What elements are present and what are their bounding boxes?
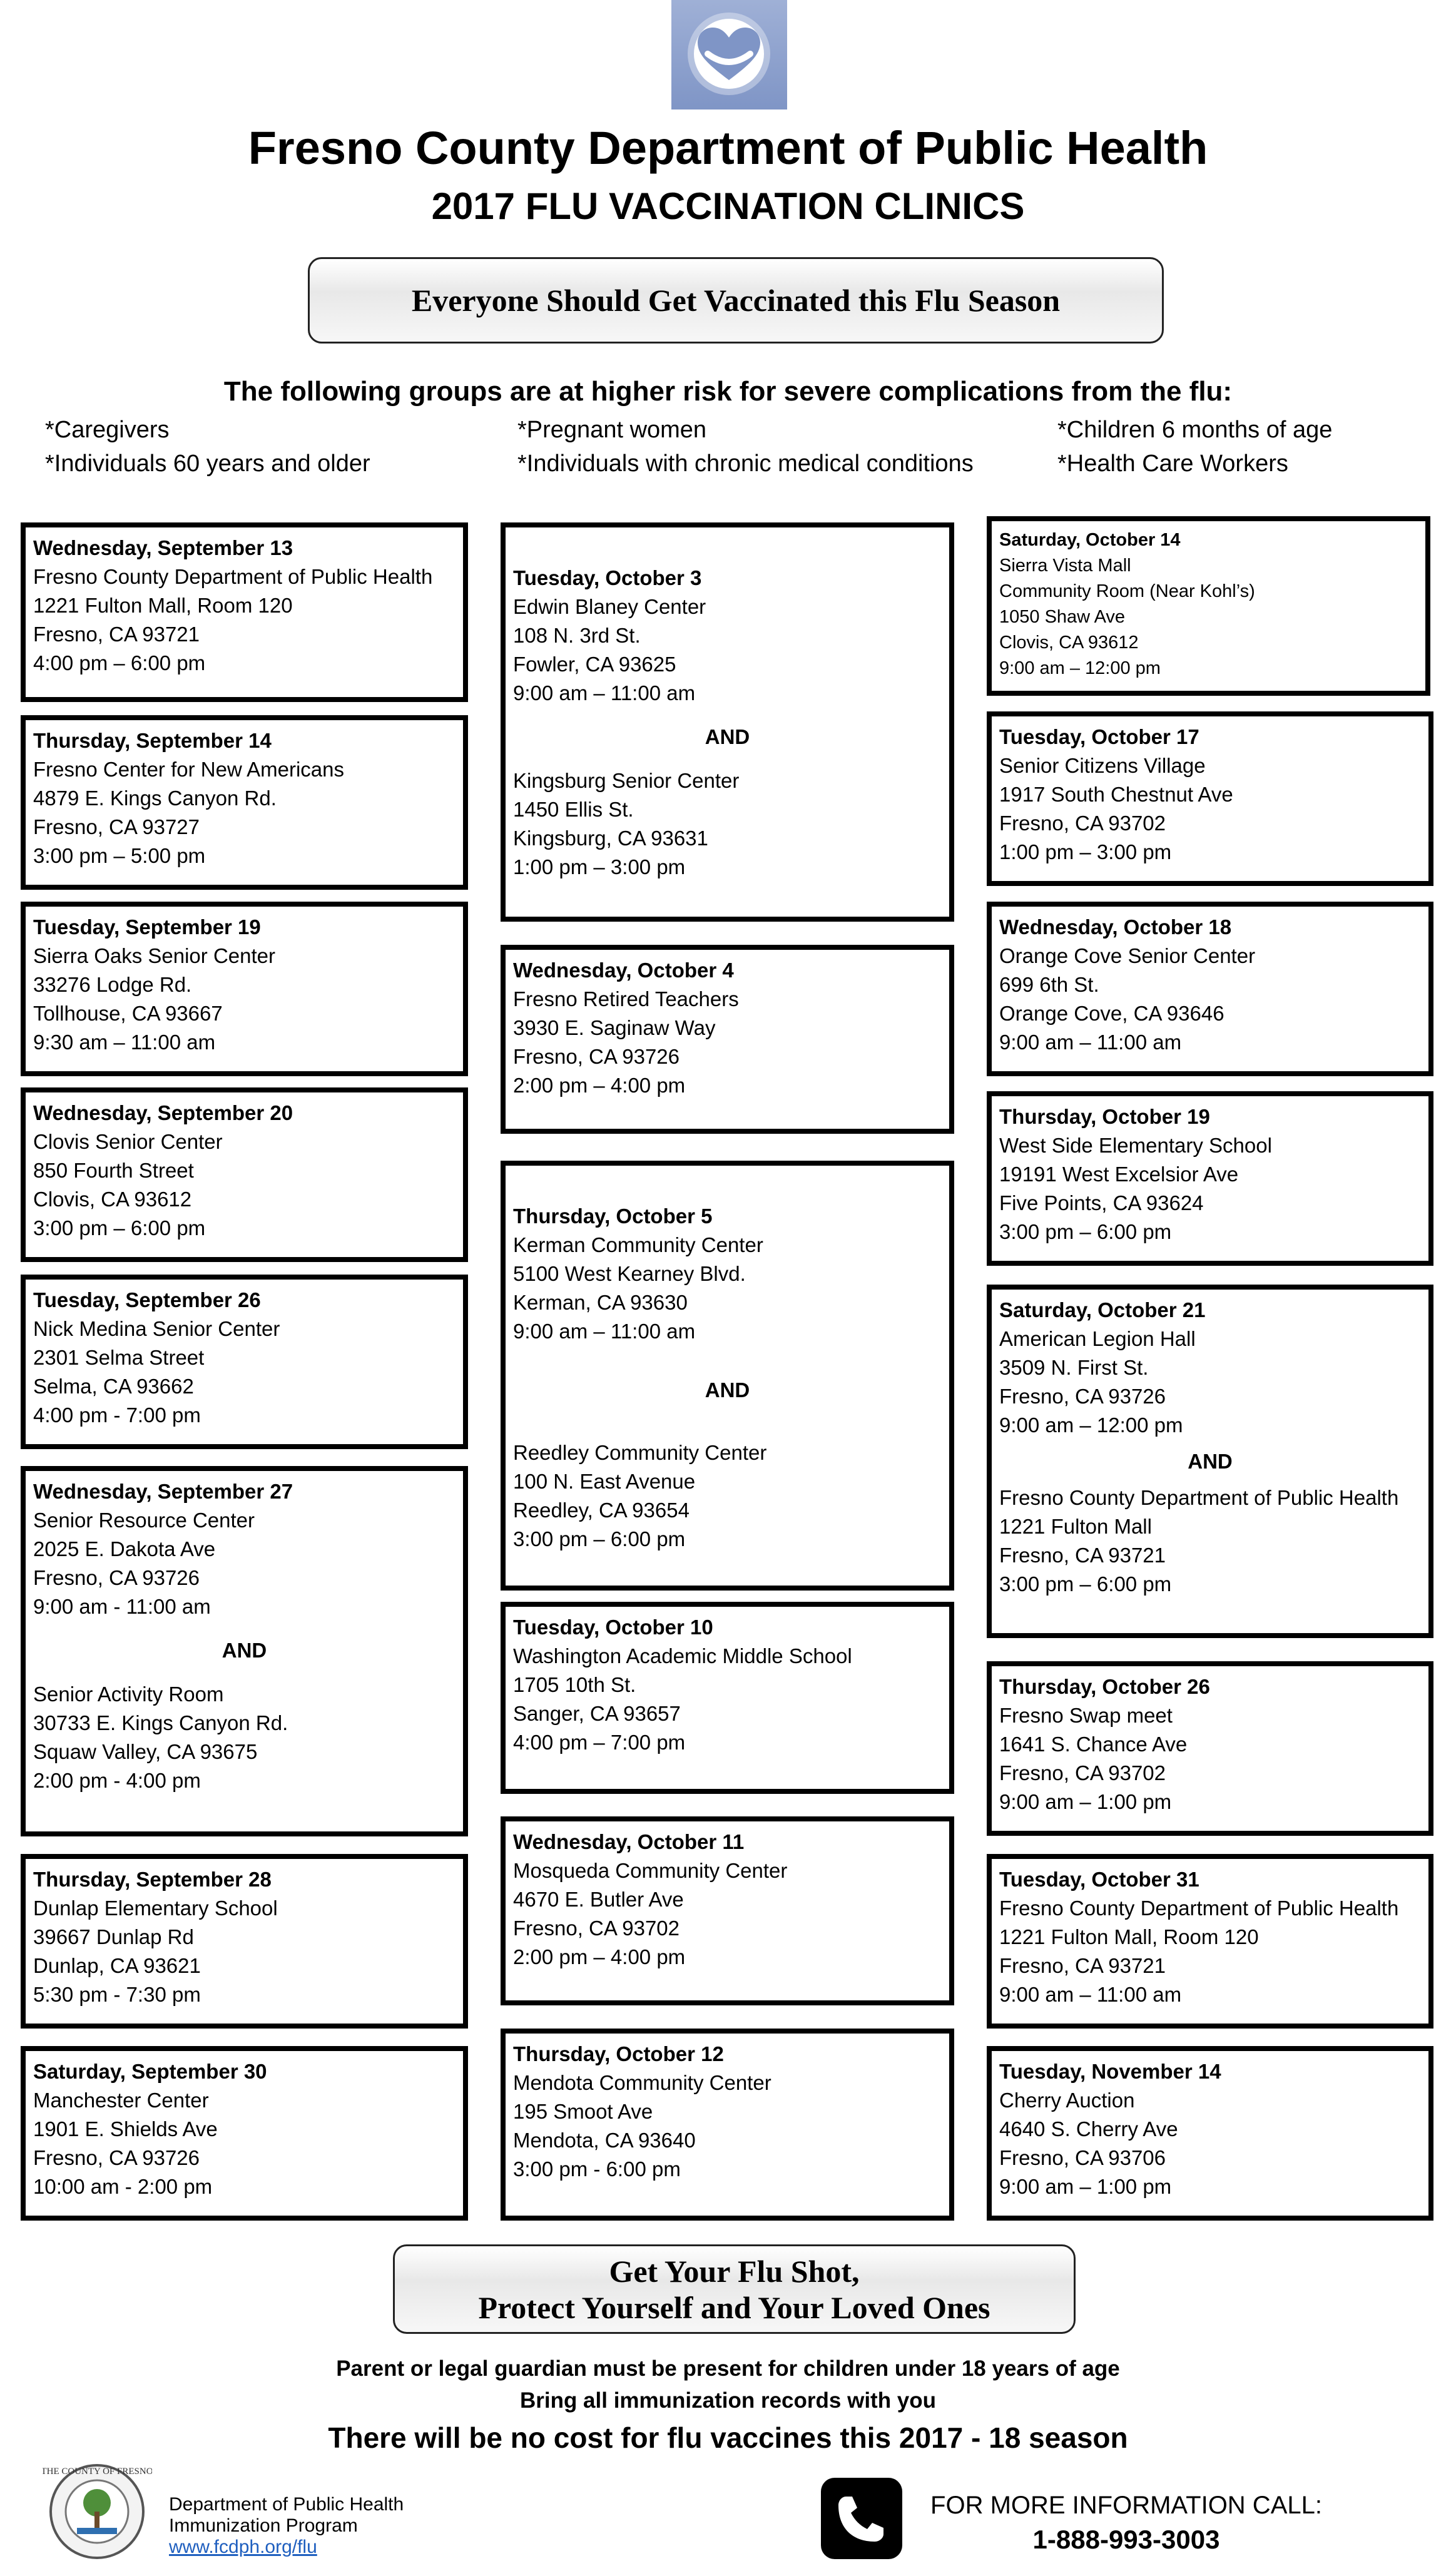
clinic-city: Kerman, CA 93630 [513,1291,688,1314]
clinic-address: 4670 E. Butler Ave [513,1888,684,1911]
clinic-time: 4:00 pm – 6:00 pm [33,651,206,675]
clinic-location: American Legion Hall [999,1327,1196,1350]
clinic-card [987,1285,1433,1638]
clinic-city: Clovis, CA 93612 [999,633,1139,653]
clinic-address: 19191 West Excelsior Ave [999,1163,1239,1186]
clinic-address: 1450 Ellis St. [513,798,634,821]
clinic-location: Mosqueda Community Center [513,1859,788,1882]
clinic-date: Thursday, September 28 [33,1868,272,1891]
clinic-location: Clovis Senior Center [33,1130,223,1153]
clinic-address: 108 N. 3rd St. [513,624,641,647]
clinic-location: Kingsburg Senior Center [513,769,740,792]
clinic-card [501,522,954,922]
clinic-card [21,902,468,1076]
clinic-date: Thursday, October 26 [999,1675,1210,1698]
clinic-time: 4:00 pm - 7:00 pm [33,1403,201,1427]
clinic-city: Orange Cove, CA 93646 [999,1002,1224,1025]
clinic-city: Fresno, CA 93726 [33,2146,200,2169]
risk-item: *Children 6 months of age [1057,417,1333,443]
clinic-city: Fresno, CA 93726 [513,1045,680,1068]
clinic-city: Clovis, CA 93612 [33,1188,192,1211]
clinic-city: Reedley, CA 93654 [513,1499,690,1522]
risk-item: *Caregivers [45,417,170,443]
clinic-time: 1:00 pm – 3:00 pm [513,855,686,878]
phone-number[interactable]: 1-888-993-3003 [1032,2525,1220,2554]
clinic-location: Nick Medina Senior Center [33,1317,280,1340]
clinic-location: Washington Academic Middle School [513,1644,852,1667]
clinic-card [987,1854,1433,2029]
clinic-date: Thursday, September 14 [33,729,272,752]
clinic-time: 3:00 pm – 5:00 pm [33,844,206,867]
clinic-time: 3:00 pm – 6:00 pm [999,1220,1172,1243]
clinic-location: Sierra Oaks Senior Center [33,944,275,967]
footer-org [169,2494,404,2558]
page-title: Fresno County Department of Public Health [248,122,1208,174]
dept-name: Department of Public Health [169,2494,404,2515]
clinic-city: Fresno, CA 93706 [999,2146,1166,2169]
clinic-address: 3509 N. First St. [999,1356,1149,1379]
clinic-time: 4:00 pm – 7:00 pm [513,1731,686,1754]
clinic-city: Fowler, CA 93625 [513,653,676,676]
clinic-location: Edwin Blaney Center [513,595,706,618]
clinic-city: Fresno, CA 93727 [33,815,200,838]
clinic-city: Tollhouse, CA 93667 [33,1002,223,1025]
clinic-location: Fresno Center for New Americans [33,758,345,781]
clinic-card [987,1091,1433,1266]
risk-item: *Health Care Workers [1057,451,1288,477]
clinic-time: 3:00 pm – 6:00 pm [33,1216,206,1240]
clinic-date: Tuesday, November 14 [999,2060,1221,2083]
clinic-date: Saturday, September 30 [33,2060,267,2083]
clinic-time: 5:30 pm - 7:30 pm [33,1983,201,2006]
vaccination-banner [308,257,1164,344]
clinic-location: Sierra Vista Mall [999,556,1131,576]
clinic-card [21,715,468,890]
clinic-time: 9:30 am – 11:00 am [33,1031,216,1054]
clinic-date: Tuesday, October 3 [513,566,702,589]
clinic-location: Cherry Auction [999,2089,1135,2112]
clinic-time: 9:00 am – 11:00 am [513,681,696,705]
banner-line: Get Your Flu Shot, [609,2253,860,2289]
clinic-card [987,711,1433,886]
clinic-city: Fresno, CA 93702 [999,1761,1166,1784]
clinic-location: Senior Citizens Village [999,754,1206,777]
risk-heading: The following groups are at higher risk for severe complications from the flu: [223,376,1233,407]
guardian-note: Parent or legal guardian must be present for children under 18 years of age [336,2356,1120,2381]
clinic-time: 9:00 am – 11:00 am [513,1320,696,1343]
clinic-time: 9:00 am – 12:00 pm [999,658,1161,678]
clinic-time: 2:00 pm - 4:00 pm [33,1769,201,1792]
clinic-city: Dunlap, CA 93621 [33,1954,201,1977]
clinic-date: Wednesday, October 4 [513,959,734,982]
and-separator: AND [705,725,750,748]
clinic-location: Fresno Swap meet [999,1704,1173,1727]
clinic-card [987,2046,1433,2221]
website-link[interactable]: www.fcdph.org/flu [169,2537,317,2557]
clinic-time: 9:00 am – 12:00 pm [999,1413,1183,1437]
clinic-card [987,902,1433,1076]
clinic-location: West Side Elementary School [999,1134,1272,1157]
clinic-city: Fresno, CA 93721 [999,1544,1166,1567]
heart-logo-icon [671,0,787,109]
clinic-room: Community Room (Near Kohl’s) [999,581,1255,601]
clinic-city: Fresno, CA 93721 [33,623,200,646]
clinic-date: Wednesday, October 18 [999,915,1232,939]
clinic-location: Reedley Community Center [513,1441,767,1464]
clinic-date: Tuesday, September 26 [33,1288,261,1311]
clinic-address: 1050 Shaw Ave [999,607,1126,627]
clinic-address: 33276 Lodge Rd. [33,973,192,996]
clinic-card [21,1466,468,1836]
clinic-time: 9:00 am – 11:00 am [999,1031,1182,1054]
clinic-date: Saturday, October 14 [999,530,1181,550]
records-note: Bring all immunization records with you [519,2388,937,2413]
clinic-time: 9:00 am - 11:00 am [33,1595,211,1618]
clinic-address: 100 N. East Avenue [513,1470,696,1493]
clinic-date: Thursday, October 12 [513,2042,724,2065]
clinic-date: Wednesday, September 13 [33,536,293,559]
clinic-address: 1221 Fulton Mall [999,1515,1152,1538]
clinic-city: Mendota, CA 93640 [513,2129,696,2152]
clinic-date: Wednesday, September 20 [33,1101,293,1124]
clinic-time: 3:00 pm - 6:00 pm [513,2157,681,2181]
banner-line: Protect Yourself and Your Loved Ones [478,2289,990,2325]
clinic-address: 2025 E. Dakota Ave [33,1537,216,1560]
risk-item: *Individuals with chronic medical conditions [517,451,974,477]
clinic-time: 3:00 pm – 6:00 pm [513,1527,686,1550]
risk-list-col1 [45,413,370,481]
and-separator: AND [221,1639,267,1662]
clinic-city: Fresno, CA 93726 [999,1385,1166,1408]
clinic-city: Fresno, CA 93721 [999,1954,1166,1977]
clinic-address: 30733 E. Kings Canyon Rd. [33,1711,288,1734]
clinic-city: Fresno, CA 93702 [999,812,1166,835]
program-name: Immunization Program [169,2515,358,2536]
clinic-location: Fresno County Department of Public Health [999,1486,1399,1509]
clinic-address: 1641 S. Chance Ave [999,1733,1188,1756]
clinic-time: 2:00 pm – 4:00 pm [513,1945,686,1968]
clinic-card [987,1661,1433,1836]
clinic-city: Squaw Valley, CA 93675 [33,1740,258,1763]
clinic-location: Dunlap Elementary School [33,1896,278,1920]
clinic-city: Five Points, CA 93624 [999,1191,1204,1214]
more-info-label: FOR MORE INFORMATION CALL: [930,2492,1322,2519]
clinic-time: 1:00 pm – 3:00 pm [999,840,1172,863]
clinic-date: Tuesday, October 31 [999,1868,1199,1891]
clinic-date: Tuesday, October 17 [999,725,1199,748]
clinic-city: Kingsburg, CA 93631 [513,827,708,850]
clinic-date: Tuesday, October 10 [513,1616,713,1639]
risk-item: *Individuals 60 years and older [45,451,370,477]
county-seal-icon [43,2462,152,2562]
clinic-city: Fresno, CA 93726 [33,1566,200,1589]
clinic-city: Selma, CA 93662 [33,1375,194,1398]
and-separator: AND [1188,1450,1233,1473]
clinic-address: 850 Fourth Street [33,1159,194,1182]
clinic-address: 4640 S. Cherry Ave [999,2117,1178,2141]
clinic-location: Manchester Center [33,2089,209,2112]
and-separator: AND [705,1378,750,1402]
clinic-time: 3:00 pm – 6:00 pm [999,1572,1172,1596]
risk-list-col3 [1057,413,1332,481]
clinic-date: Wednesday, October 11 [513,1830,745,1853]
clinic-address: 4879 E. Kings Canyon Rd. [33,787,277,810]
clinic-card [21,2046,468,2221]
risk-list-col2 [517,413,974,481]
clinic-time: 10:00 am - 2:00 pm [33,2175,213,2198]
clinic-card [501,945,954,1134]
clinic-location: Senior Resource Center [33,1509,255,1532]
flu-shot-banner [393,2244,1076,2334]
clinic-location: Kerman Community Center [513,1233,763,1256]
clinic-address: 2301 Selma Street [33,1346,205,1369]
clinic-location: Senior Activity Room [33,1683,224,1706]
clinic-address: 39667 Dunlap Rd [33,1925,194,1948]
clinic-location: Mendota Community Center [513,2071,771,2094]
clinic-address: 1705 10th St. [513,1673,636,1696]
clinic-card [21,1087,468,1262]
clinic-address: 3930 E. Saginaw Way [513,1016,716,1039]
clinic-time: 9:00 am – 1:00 pm [999,1790,1172,1813]
clinic-card [501,2029,954,2221]
clinic-time: 9:00 am – 1:00 pm [999,2175,1172,2198]
clinic-address: 1917 South Chestnut Ave [999,783,1233,806]
clinic-date: Wednesday, September 27 [33,1480,293,1503]
clinic-date: Thursday, October 5 [513,1204,713,1228]
clinic-address: 5100 West Kearney Blvd. [513,1262,746,1285]
clinic-location: Orange Cove Senior Center [999,944,1256,967]
clinic-card [501,1602,954,1794]
clinic-city: Fresno, CA 93702 [513,1917,680,1940]
clinic-card [21,522,468,702]
clinic-address: 1221 Fulton Mall, Room 120 [999,1925,1259,1948]
clinic-date: Thursday, October 19 [999,1105,1210,1128]
no-cost-note: There will be no cost for flu vaccines this 2017 - 18 season [328,2421,1128,2454]
clinic-address: 1901 E. Shields Ave [33,2117,218,2141]
page-subtitle: 2017 FLU VACCINATION CLINICS [431,185,1025,227]
clinic-card [21,1854,468,2029]
risk-item: *Pregnant women [517,417,707,443]
clinic-card [21,1275,468,1449]
clinic-address: 699 6th St. [999,973,1099,996]
clinic-location: Fresno County Department of Public Health [33,565,433,588]
clinic-card [987,516,1430,696]
clinic-time: 2:00 pm – 4:00 pm [513,1074,686,1097]
clinic-time: 9:00 am – 11:00 am [999,1983,1182,2006]
clinic-location: Fresno Retired Teachers [513,987,739,1011]
seal-text: THE COUNTY OF FRESNO [43,2467,152,2477]
clinic-card [501,1161,954,1591]
clinic-city: Sanger, CA 93657 [513,1702,681,1725]
clinic-address: 195 Smoot Ave [513,2100,653,2123]
clinic-card [501,1816,954,2005]
clinic-address: 1221 Fulton Mall, Room 120 [33,594,293,617]
clinic-date: Tuesday, September 19 [33,915,261,939]
clinic-date: Saturday, October 21 [999,1298,1206,1321]
banner-text: Everyone Should Get Vaccinated this Flu Season [411,283,1061,318]
clinic-location: Fresno County Department of Public Health [999,1896,1399,1920]
